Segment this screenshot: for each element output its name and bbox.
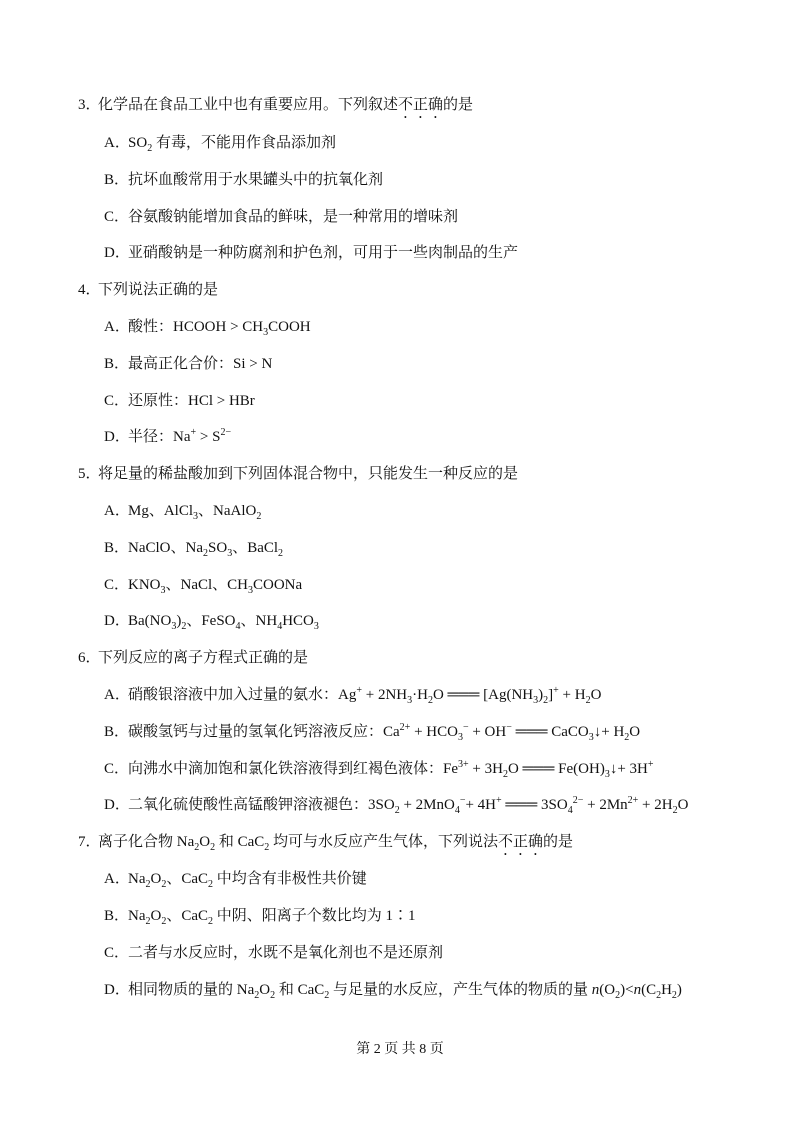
emphasis-text: 不正确: [498, 834, 544, 850]
question-6-option-a: A．硝酸银溶液中加入过量的氨水：$Ag^+ + 2NH_3\cdot H_2O$ ═══ $[Ag(NH_3)_2]^+ + H_2O$: [104, 685, 602, 706]
question-3-option-d: D．亚硝酸钠是一种防腐剂和护色剂，可用于一些肉制品的生产: [104, 245, 519, 261]
question-4-option-b: B．最高正化合价：Si > N: [104, 356, 273, 372]
question-7-stem: 7．离子化合物 $Na_2O_2$ 和 CaC$_2$ 均可与水反应产生气体，下列说法不正确的是: [78, 834, 574, 853]
question-5-option-a: A．Mg、AlCl$_3$、NaAlO$_2$: [104, 503, 262, 522]
question-7-option-a: A．$Na_2O_2$、CaC$_2$ 中均含有非极性共价键: [104, 871, 367, 890]
question-4-option-c: C．还原性：HCl > HBr: [104, 393, 255, 409]
question-4-option-a: A．酸性：HCOOH > $CH_3COOH$: [104, 319, 311, 338]
question-6-stem: 6．下列反应的离子方程式正确的是: [78, 650, 309, 666]
question-7-option-c: C．二者与水反应时，水既不是氧化剂也不是还原剂: [104, 945, 444, 961]
emphasis-text: 不正确: [398, 97, 444, 113]
question-5-option-c: C．$KNO_3$、NaCl、$CH_3COONa$: [104, 577, 303, 596]
question-3-stem: 3．化学品在食品工业中也有重要应用。下列叙述不正确的是: [78, 97, 474, 113]
page-footer: 第 2 页 共 8 页: [356, 1042, 444, 1057]
question-7-option-b: B．$Na_2O_2$、CaC$_2$ 中阴、阳离子个数比均为 1∶1: [104, 908, 416, 927]
question-3-option-c: C．谷氨酸钠能增加食品的鲜味，是一种常用的增味剂: [104, 209, 459, 225]
question-4-option-d: D．半径：$Na^+ > S^{2-}$: [104, 427, 232, 445]
question-5-stem: 5．将足量的稀盐酸加到下列固体混合物中，只能发生一种反应的是: [78, 466, 519, 482]
question-3-option-b: B．抗坏血酸常用于水果罐头中的抗氧化剂: [104, 172, 384, 188]
question-6-option-b: B．碳酸氢钙与过量的氢氧化钙溶液反应：$Ca^{2+} + HCO_3^- + OH^-$ ═══ CaCO$_3$↓+ $H_2O$: [104, 722, 641, 743]
question-5-option-b: B．NaClO、$Na_2SO_3$、BaCl$_2$: [104, 540, 284, 559]
question-number: 3．: [78, 97, 101, 113]
question-7-option-d: D．相同物质的量的 $Na_2O_2$ 和 CaC$_2$ 与足量的水反应，产生气体的物质的量 $n(O_2)<n(C_2H_2)$: [104, 982, 682, 1001]
question-6-option-c: C．向沸水中滴加饱和氯化铁溶液得到红褐色液体：$Fe^{3+} + 3H_2O$ ═══ $Fe(OH)_3↓+ 3H^+$: [104, 759, 654, 780]
question-5-option-d: D．$Ba(NO_3)_2$、FeSO$_4$、$NH_4HCO_3$: [104, 613, 319, 632]
question-3-option-a: A．$SO_2$ 有毒，不能用作食品添加剂: [104, 135, 336, 154]
question-4-stem: 4．下列说法正确的是: [78, 282, 219, 298]
question-6-option-d: D．二氧化硫使酸性高锰酸钾溶液褪色：$3SO_2 + 2MnO_4^-+ 4H^+$ ═══ $3SO_4^{2-} + 2Mn^{2+} + 2H_2O$: [104, 795, 689, 816]
